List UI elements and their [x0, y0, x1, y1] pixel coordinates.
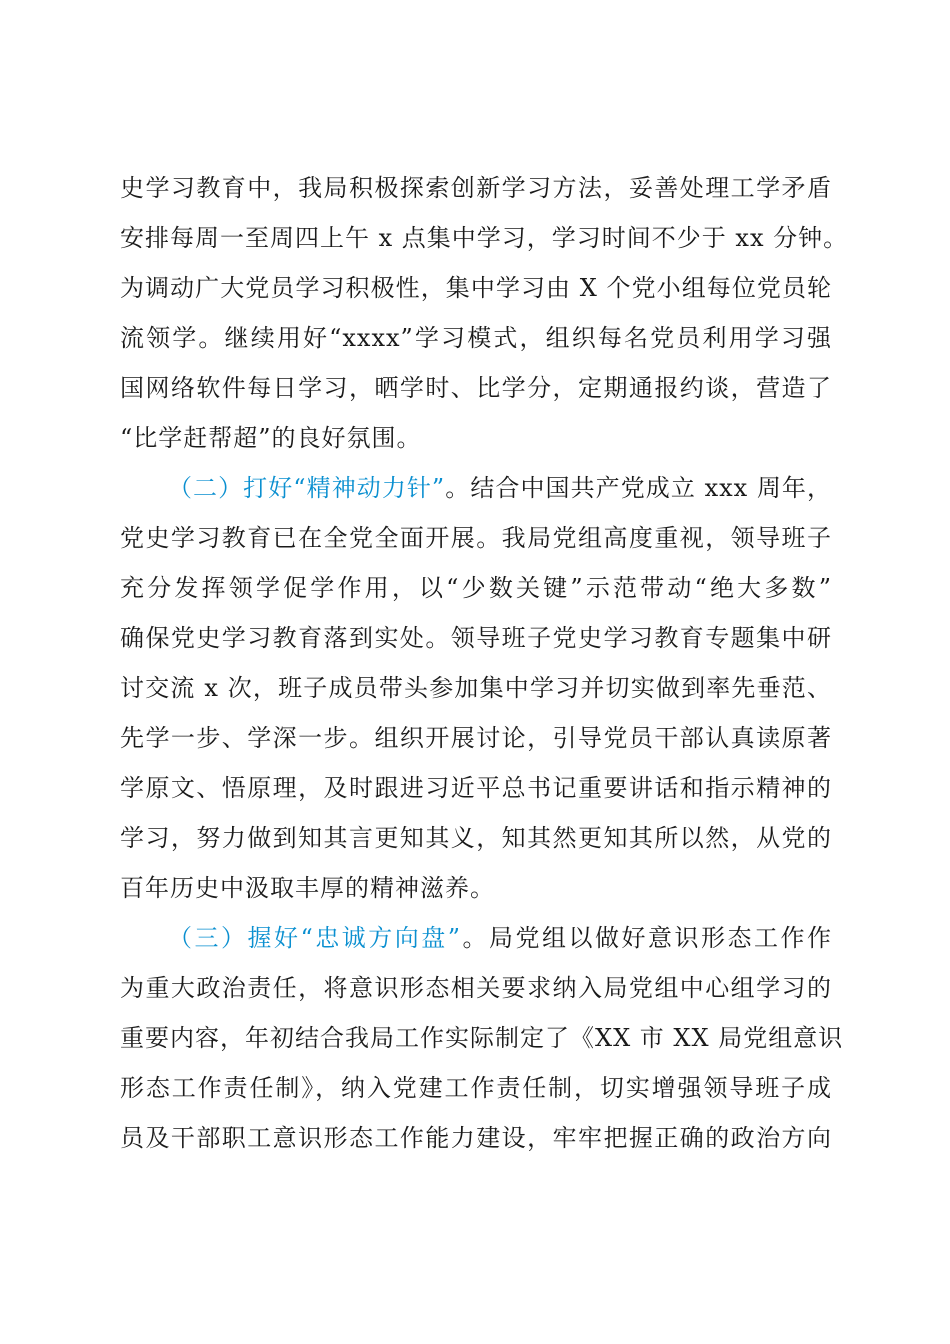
section-heading: （三）握好“忠诚方向盘”: [168, 924, 462, 952]
section-heading: （二）打好“精神动力针”: [168, 474, 446, 502]
text-line: 为调动广大党员学习积极性，集中学习由 X 个党小组每位党员轮: [120, 274, 832, 302]
paragraph-first-line: [168, 468, 832, 508]
text-line: 学习，努力做到知其言更知其义，知其然更知其所以然，从党的: [120, 824, 832, 852]
text-line: 为重大政治责任，将意识形态相关要求纳入局党组中心组学习的: [120, 974, 832, 1002]
paragraph-first-line: [168, 918, 832, 958]
text-line: 史学习教育中，我局积极探索创新学习方法，妥善处理工学矛盾: [120, 174, 832, 202]
text-line: 学原文、悟原理，及时跟进习近平总书记重要讲话和指示精神的: [120, 774, 832, 802]
text-line: 重要内容，年初结合我局工作实际制定了《XX 市 XX 局党组意识: [120, 1024, 844, 1052]
text-line: 流领学。继续用好“xxxx”学习模式，组织每名党员利用学习强: [120, 324, 832, 352]
text-line: 讨交流 x 次，班子成员带头参加集中学习并切实做到率先垂范、: [120, 674, 832, 702]
text-line: 确保党史学习教育落到实处。领导班子党史学习教育专题集中研: [120, 624, 832, 652]
paragraph-text: 。结合中国共产党成立 xxx 周年，: [445, 474, 832, 502]
text-line: 国网络软件每日学习，晒学时、比学分，定期通报约谈，营造了: [120, 374, 832, 402]
paragraph-text: 。局党组以做好意识形态工作作: [461, 924, 833, 952]
text-line: 安排每周一至周四上午 x 点集中学习，学习时间不少于 xx 分钟。: [120, 224, 849, 252]
text-line: “比学赶帮超”的良好氛围。: [120, 424, 422, 452]
text-line: 员及干部职工意识形态工作能力建设，牢牢把握正确的政治方向: [120, 1124, 832, 1152]
text-line: 形态工作责任制》，纳入党建工作责任制，切实增强领导班子成: [120, 1074, 832, 1102]
text-line: 百年历史中汲取丰厚的精神滋养。: [120, 874, 495, 902]
text-line: 党史学习教育已在全党全面开展。我局党组高度重视，领导班子: [120, 524, 832, 552]
text-line: 先学一步、学深一步。组织开展讨论，引导党员干部认真读原著: [120, 724, 832, 752]
text-line: 充分发挥领学促学作用，以“少数关键”示范带动“绝大多数”: [120, 574, 832, 602]
